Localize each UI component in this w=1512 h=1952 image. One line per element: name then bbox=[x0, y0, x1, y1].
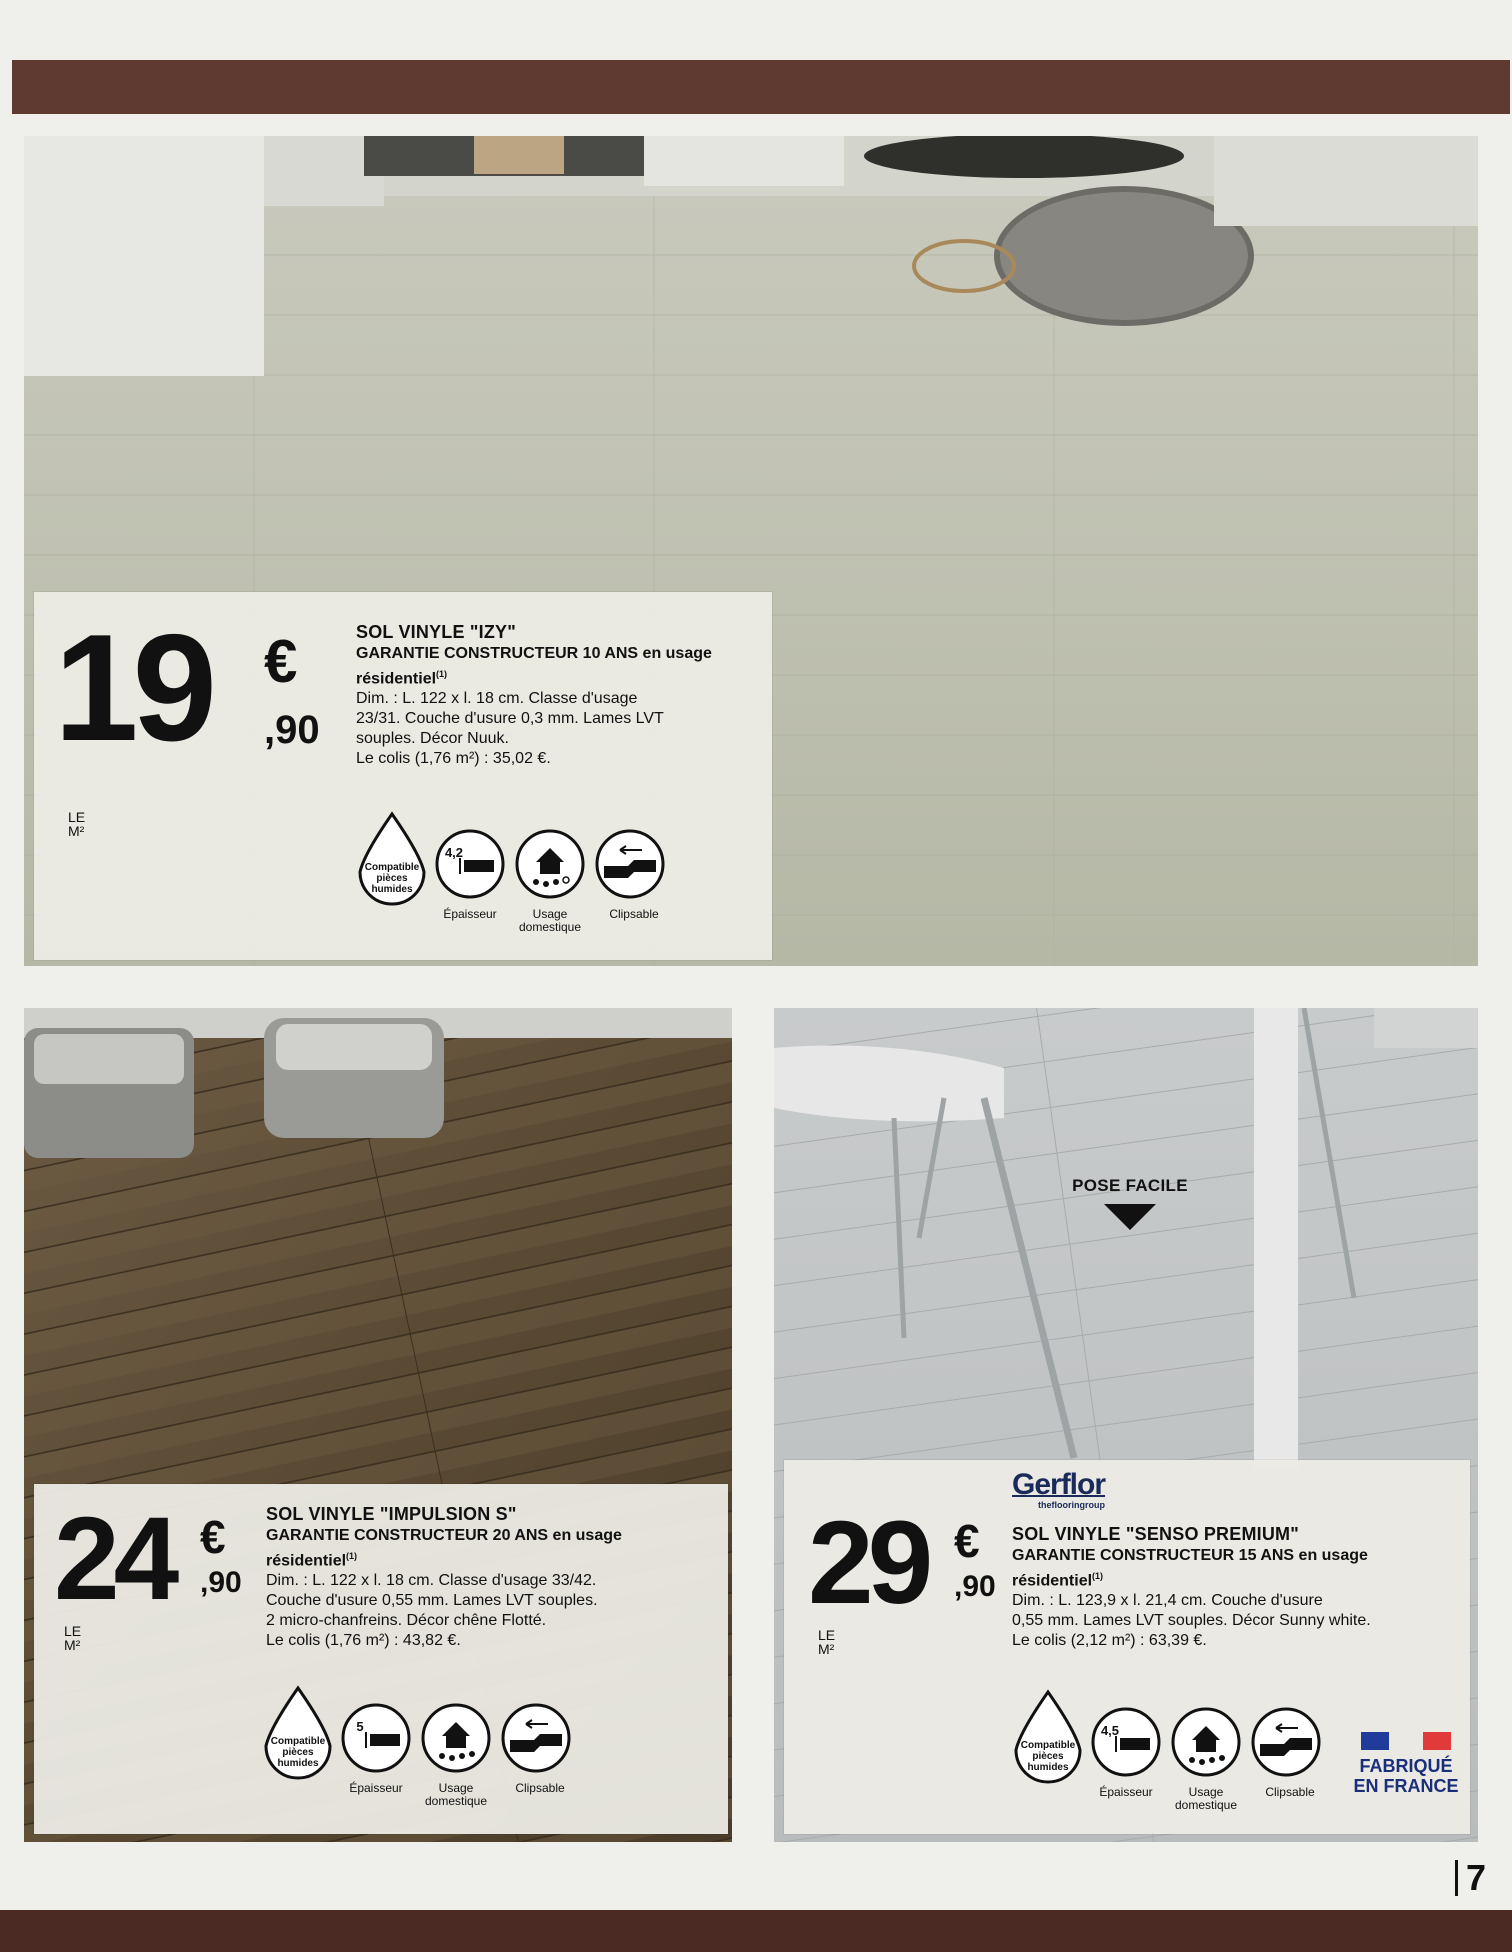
warranty-text: GARANTIE CONSTRUCTEUR 10 ANS en usage résidentiel$^{(1)}$ bbox=[356, 645, 712, 688]
price-currency: € bbox=[264, 628, 298, 695]
clip-icon bbox=[500, 1702, 572, 1774]
price-currency: € bbox=[954, 1515, 980, 1567]
page-number: 7 bbox=[1455, 1860, 1486, 1896]
price-unit: LE M² bbox=[818, 1627, 836, 1657]
brand-tagline: theflooringroup bbox=[1038, 1500, 1106, 1510]
top-color-band bbox=[12, 60, 1510, 114]
spec-line: 0,55 mm. Lames LVT souples. Décor Sunny white. bbox=[1012, 1612, 1371, 1630]
clipsable-label: Clipsable bbox=[515, 1781, 565, 1795]
wet-rooms-label: Compatible pièces humides bbox=[1020, 1740, 1076, 1773]
product-description-impulsion bbox=[266, 1502, 686, 1651]
spec-line: 2 micro-chanfreins. Décor chêne Flotté. bbox=[266, 1612, 547, 1630]
price-decimals: ,90 bbox=[200, 1566, 242, 1599]
spec-line: Couche d'usure 0,55 mm. Lames LVT souples. bbox=[266, 1592, 598, 1610]
brand-name: Gerflor bbox=[1012, 1468, 1106, 1501]
warranty-text: GARANTIE CONSTRUCTEUR 15 ANS en usage résidentiel$^{(1)}$ bbox=[1012, 1547, 1368, 1590]
spec-line: Dim. : L. 123,9 x l. 21,4 cm. Couche d'usure bbox=[1012, 1592, 1323, 1610]
price-decimals: ,90 bbox=[954, 1570, 996, 1603]
thickness-icon bbox=[340, 1702, 412, 1774]
clip-icon bbox=[594, 828, 666, 900]
product-title: SOL VINYLE "IMPULSION S" bbox=[266, 1504, 517, 1524]
domestic-use-label: Usage domestique bbox=[1174, 1785, 1238, 1812]
house-icon bbox=[420, 1702, 492, 1774]
spec-line: Le colis (2,12 m²) : 63,39 €. bbox=[1012, 1632, 1207, 1650]
domestic-use-label: Usage domestique bbox=[424, 1781, 488, 1808]
product-description-senso bbox=[1012, 1522, 1452, 1651]
clipsable-label: Clipsable bbox=[1265, 1785, 1315, 1799]
product-title: SOL VINYLE "IZY" bbox=[356, 622, 516, 642]
spec-line: 23/31. Couche d'usure 0,3 mm. Lames LVT bbox=[356, 710, 664, 728]
france-flag-icon bbox=[1352, 1732, 1460, 1750]
thickness-value: 4,2 bbox=[444, 845, 464, 860]
clipsable-label: Clipsable bbox=[609, 907, 659, 921]
product-title: SOL VINYLE "SENSO PREMIUM" bbox=[1012, 1524, 1299, 1544]
water-drop-icon bbox=[260, 1684, 336, 1784]
wet-rooms-label: Compatible pièces humides bbox=[364, 862, 420, 895]
warranty-text: GARANTIE CONSTRUCTEUR 20 ANS en usage résidentiel$^{(1)}$ bbox=[266, 1527, 622, 1570]
product-card-izy bbox=[34, 592, 772, 960]
water-drop-icon bbox=[1010, 1688, 1086, 1788]
spec-line: souples. Décor Nuuk. bbox=[356, 730, 509, 748]
thickness-label: Épaisseur bbox=[1099, 1785, 1153, 1799]
price-unit: LE M² bbox=[68, 809, 86, 839]
easy-install-callout bbox=[1060, 1176, 1200, 1230]
water-drop-icon bbox=[354, 810, 430, 910]
price-integer: 24 bbox=[54, 1493, 174, 1625]
price-integer: 29 bbox=[808, 1497, 928, 1629]
made-in-line-1: FABRIQUÉ bbox=[1359, 1756, 1453, 1776]
domestic-use-label: Usage domestique bbox=[518, 907, 582, 934]
thickness-value: 5 bbox=[356, 1719, 364, 1734]
price-unit: LE M² bbox=[64, 1623, 82, 1653]
house-icon bbox=[514, 828, 586, 900]
feature-icons-senso bbox=[1010, 1688, 1370, 1828]
product-card-impulsion bbox=[34, 1484, 728, 1834]
gerflor-logo bbox=[1012, 1470, 1105, 1510]
thickness-icon bbox=[434, 828, 506, 900]
price-decimals: ,90 bbox=[264, 708, 320, 752]
made-in-line-2: EN FRANCE bbox=[1353, 1776, 1459, 1796]
arrow-down-icon bbox=[1104, 1204, 1156, 1230]
thickness-label: Épaisseur bbox=[443, 907, 497, 921]
spec-line: Dim. : L. 122 x l. 18 cm. Classe d'usage bbox=[356, 690, 638, 708]
house-icon bbox=[1170, 1706, 1242, 1778]
made-in-france-badge bbox=[1352, 1732, 1460, 1796]
spec-line: Dim. : L. 122 x l. 18 cm. Classe d'usage 33/42. bbox=[266, 1572, 597, 1590]
callout-text: POSE FACILE bbox=[1072, 1176, 1188, 1195]
product-description-izy bbox=[356, 620, 756, 769]
thickness-icon bbox=[1090, 1706, 1162, 1778]
spec-line: Le colis (1,76 m²) : 43,82 €. bbox=[266, 1632, 461, 1650]
wet-rooms-label: Compatible pièces humides bbox=[270, 1736, 326, 1769]
price-currency: € bbox=[200, 1511, 226, 1563]
clip-icon bbox=[1250, 1706, 1322, 1778]
feature-icons-impulsion bbox=[260, 1684, 620, 1824]
feature-icons-izy bbox=[354, 810, 714, 950]
thickness-label: Épaisseur bbox=[349, 1781, 403, 1795]
spec-line: Le colis (1,76 m²) : 35,02 €. bbox=[356, 750, 551, 768]
thickness-value: 4,5 bbox=[1100, 1723, 1120, 1738]
bottom-color-band bbox=[0, 1910, 1512, 1952]
price-integer: 19 bbox=[54, 603, 212, 773]
